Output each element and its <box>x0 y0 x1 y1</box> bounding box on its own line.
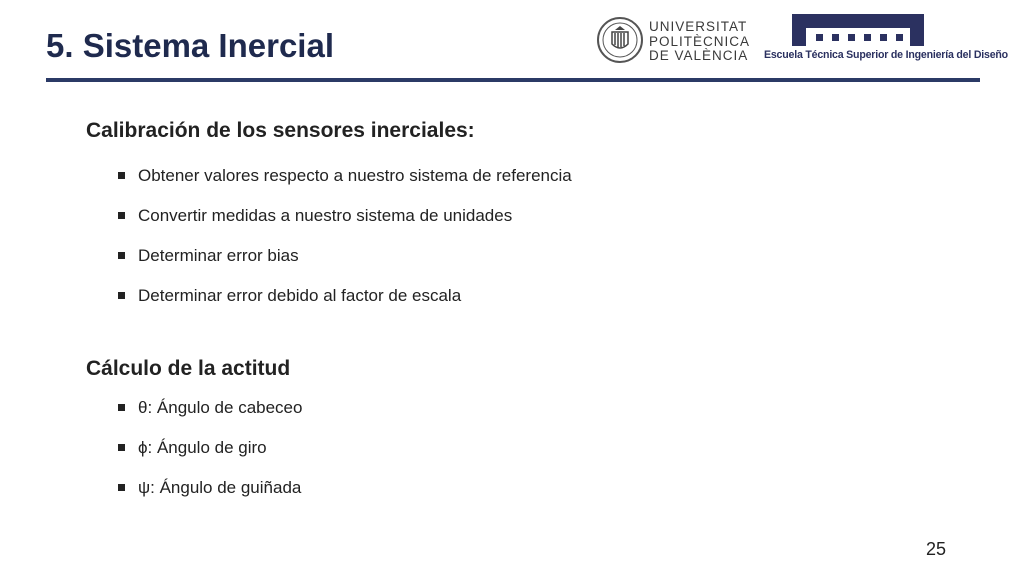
list-item-text: Determinar error bias <box>138 246 299 265</box>
list-item-text: θ: Ángulo de cabeceo <box>138 398 303 417</box>
list-item <box>118 437 302 459</box>
list-item-text: Convertir medidas a nuestro sistema de unidades <box>138 206 513 225</box>
upv-seal-icon <box>596 16 644 64</box>
calibration-bullet-list <box>118 165 572 307</box>
list-item <box>118 205 572 227</box>
list-item-text: ψ: Ángulo de guiñada <box>138 478 302 497</box>
upv-logo-line: POLITÈCNICA <box>649 33 751 49</box>
slide-title: 5. Sistema Inercial <box>46 27 334 64</box>
attitude-bullet-list <box>118 397 302 499</box>
etsid-mark-icon <box>792 14 924 46</box>
page-number: 25 <box>925 539 946 559</box>
upv-logo <box>596 16 751 66</box>
list-item <box>118 285 572 307</box>
list-item <box>118 245 572 267</box>
square-bullet-icon <box>118 404 125 411</box>
square-bullet-icon <box>118 484 125 491</box>
upv-logo-line: UNIVERSITAT <box>649 19 748 34</box>
etsid-logo <box>764 14 1008 66</box>
square-bullet-icon <box>118 252 125 259</box>
list-item-text: Determinar error debido al factor de escala <box>138 286 462 305</box>
list-item-text: ϕ: Ángulo de giro <box>138 438 267 457</box>
square-bullet-icon <box>118 212 125 219</box>
square-bullet-icon <box>118 292 125 299</box>
upv-logo-text <box>649 20 750 64</box>
section-heading-calibration: Calibración de los sensores inerciales: <box>86 119 475 142</box>
list-item <box>118 165 572 187</box>
section-heading-attitude: Cálculo de la actitud <box>86 357 291 380</box>
list-item <box>118 477 302 499</box>
square-bullet-icon <box>118 172 125 179</box>
upv-logo-line: DE VALÈNCIA <box>649 48 749 63</box>
list-item <box>118 397 302 419</box>
list-item-text: Obtener valores respecto a nuestro sistema de referencia <box>138 166 572 185</box>
etsid-logo-text: Escuela Técnica Superior de Ingeniería del Diseño <box>764 49 1008 61</box>
square-bullet-icon <box>118 444 125 451</box>
title-divider <box>46 78 980 82</box>
